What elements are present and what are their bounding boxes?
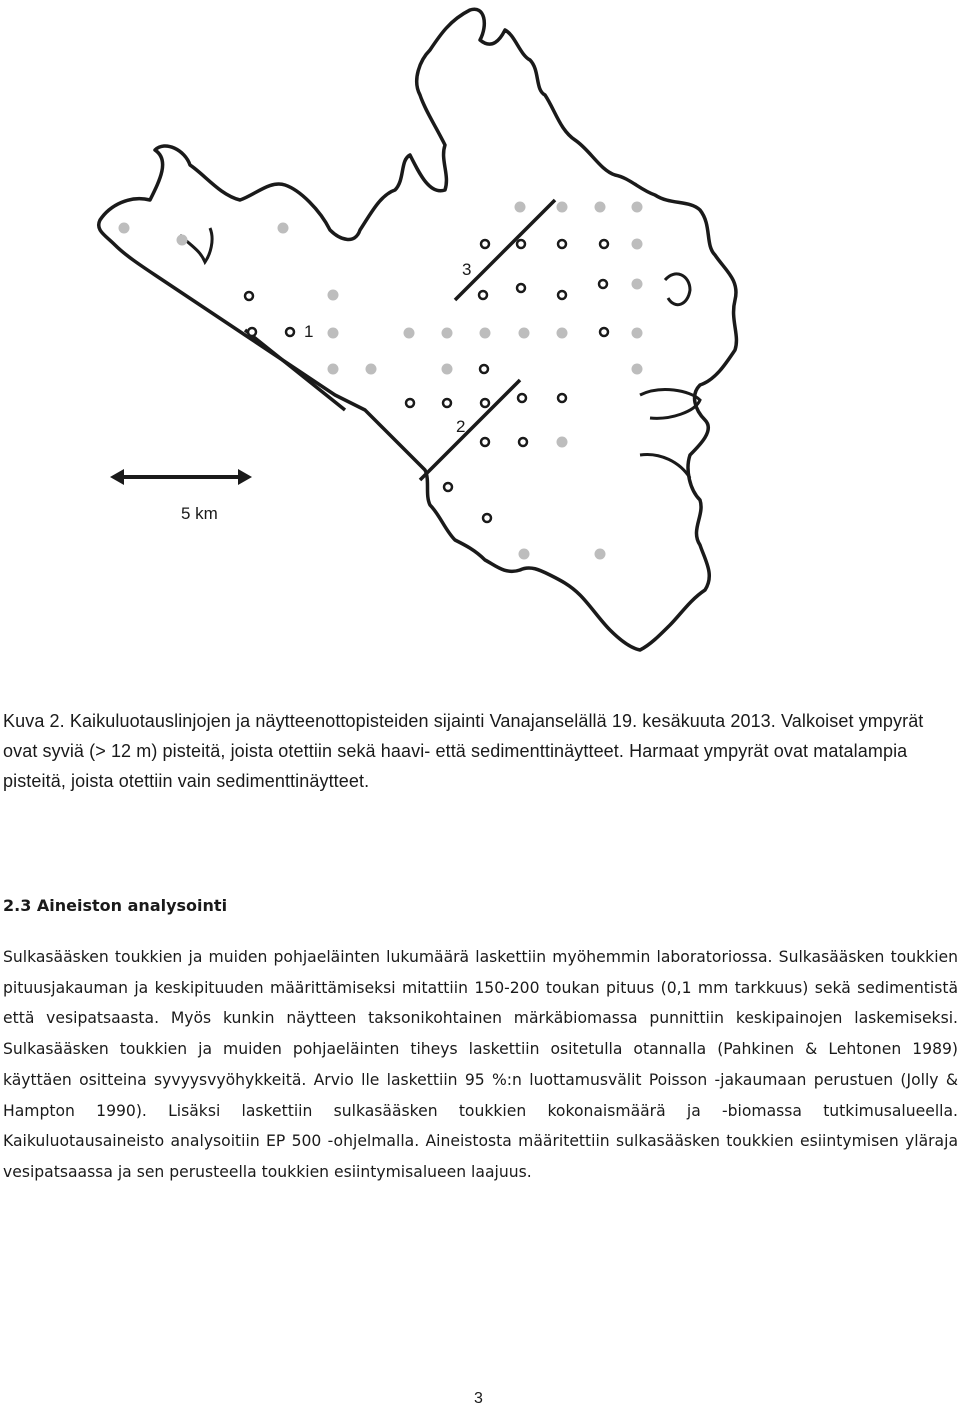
scale-label: 5 km — [181, 504, 218, 523]
deep-point — [479, 291, 487, 299]
shallow-point — [632, 202, 643, 213]
deep-point — [600, 328, 608, 336]
shallow-point — [366, 364, 377, 375]
deep-point — [599, 280, 607, 288]
shallow-point — [557, 202, 568, 213]
shallow-point — [632, 328, 643, 339]
deep-point — [600, 240, 608, 248]
shallow-point — [404, 328, 415, 339]
transect-label-3: 3 — [462, 260, 472, 279]
deep-point — [444, 483, 452, 491]
deep-point — [245, 292, 253, 300]
shallow-point — [119, 223, 130, 234]
shallow-point — [632, 239, 643, 250]
deep-point — [517, 240, 525, 248]
section-heading: 2.3 Aineiston analysointi — [3, 896, 228, 915]
figure-caption: Kuva 2. Kaikuluotauslinjojen ja näytteenottopisteiden sijainti Vanajanselällä 19. kesäkuuta 2013. Valkoiset ympyrät ovat syviä (> 12 m) pisteitä, joista otettiin sekä haavi- että sedimenttinäytteet. Harmaat ympyrät ovat matalampia pisteitä, joista otettiin vain sedimenttinäytteet. — [3, 711, 924, 791]
shallow-point — [328, 290, 339, 301]
transect-label-1: 1 — [304, 322, 314, 341]
transect-label-2: 2 — [456, 417, 466, 436]
deep-point — [483, 514, 491, 522]
deep-point — [558, 394, 566, 402]
deep-point — [558, 291, 566, 299]
scale-bar — [110, 469, 252, 485]
shallow-point — [480, 328, 491, 339]
page-number: 3 — [474, 1390, 483, 1407]
deep-point — [286, 328, 294, 336]
deep-point — [481, 240, 489, 248]
section-body — [3, 942, 958, 1188]
shallow-point — [442, 328, 453, 339]
shallow-point — [519, 328, 530, 339]
shallow-point — [519, 549, 530, 560]
deep-point — [481, 399, 489, 407]
shallow-point — [632, 364, 643, 375]
shallow-point — [278, 223, 289, 234]
shallow-point — [328, 328, 339, 339]
shallow-point — [557, 437, 568, 448]
deep-point — [517, 284, 525, 292]
shallow-point — [328, 364, 339, 375]
shallow-point — [442, 364, 453, 375]
deep-point — [248, 328, 256, 336]
deep-point — [558, 240, 566, 248]
deep-point — [518, 394, 526, 402]
shallow-point — [595, 202, 606, 213]
shallow-point — [595, 549, 606, 560]
shallow-point — [515, 202, 526, 213]
lake-map — [0, 0, 960, 680]
body-paragraph: Sulkasääsken toukkien ja muiden pohjaeläinten lukumäärä laskettiin myöhemmin laboratoriossa. Sulkasääsken toukkien pituusjakauman ja keskipituuden määrittämiseksi mitattiin 150-200 toukan pituus (0,1 mm tarkkuus) sekä sedimentistä että vesipatsaasta. Myös kunkin näytteen taksonikohtainen märkäbiomassa punnittiin keskipainojen laskemiseksi. Sulkasääsken toukkien ja muiden pohjaeläinten tiheys laskettiin ositetulla otannalla (Pahkinen & Lehtonen 1989) käyttäen ositteina syvyysvyöhykkeitä. Arvio lle laskettiin 95 %:n luottamusvälit Poisson -jakaumaan perustuen (Jolly & Hampton 1990). Lisäksi laskettiin sulkasääsken toukkien kokonaismäärä ja -biomassa tutkimusalueella. Kaikuluotausaineisto analysoitiin EP 500 -ohjelmalla. Aineistosta määritettiin sulkasääsken toukkien esiintymisen yläraja vesipatsaassa ja sen perusteella toukkien esiintymisalueen laajuus. — [3, 948, 958, 1181]
deep-point — [481, 438, 489, 446]
shallow-point — [632, 279, 643, 290]
shallow-point — [557, 328, 568, 339]
shallow-point — [177, 235, 188, 246]
deep-point — [480, 365, 488, 373]
deep-point — [443, 399, 451, 407]
deep-point — [519, 438, 527, 446]
deep-point — [406, 399, 414, 407]
